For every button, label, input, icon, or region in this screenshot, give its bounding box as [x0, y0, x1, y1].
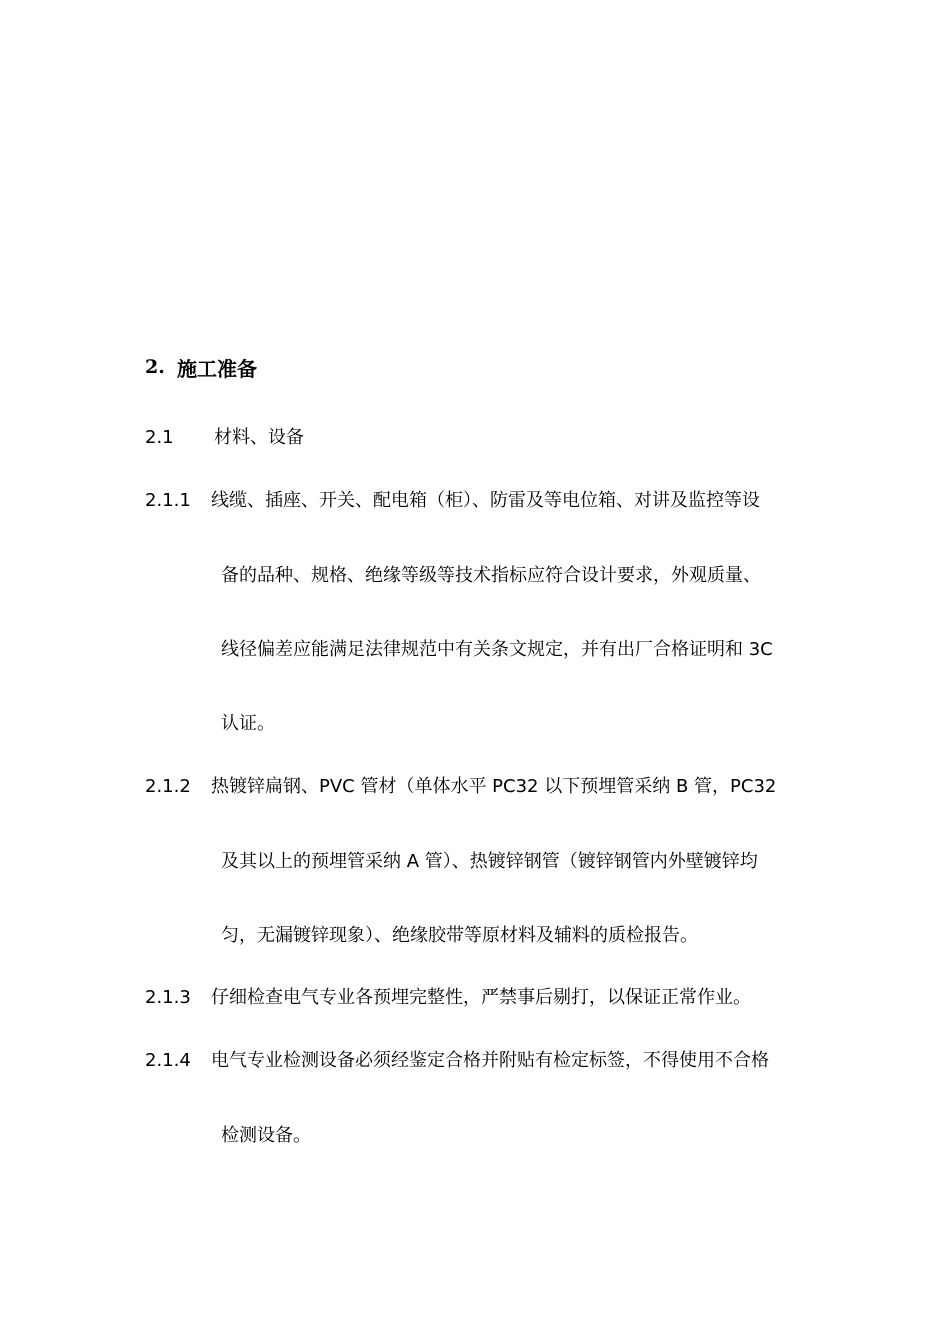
subsection-title: 材料、设备: [214, 427, 304, 448]
item-text-line: 检测设备。: [221, 1125, 311, 1146]
item-text-line: 线径偏差应能满足法律规范中有关条文规定，并有出厂合格证明和 3C: [221, 639, 773, 660]
item-text-line: 认证。: [221, 713, 275, 734]
section-number: 2.: [145, 356, 165, 378]
item-text-line: 热镀锌扁钢、PVC 管材（单体水平 PC32 以下预埋管采纳 B 管，PC32: [211, 776, 777, 797]
item-text-line: 及其以上的预埋管采纳 A 管）、热镀锌钢管（镀锌钢管内外壁镀锌均: [221, 851, 758, 872]
item-number: 2.1.4: [145, 1050, 191, 1071]
item-number: 2.1.3: [145, 987, 191, 1008]
item-number: 2.1.1: [145, 490, 191, 511]
item-number: 2.1.2: [145, 776, 191, 797]
item-text-line: 备的品种、规格、绝缘等级等技术指标应符合设计要求，外观质量、: [221, 565, 761, 586]
section-title: 施工准备: [177, 356, 257, 381]
item-text-line: 线缆、插座、开关、配电箱（柜）、防雷及等电位箱、对讲及监控等设: [211, 490, 760, 511]
item-text-line: 仔细检查电气专业各预埋完整性，严禁事后剔打，以保证正常作业。: [211, 987, 751, 1008]
item-text-line: 匀，无漏镀锌现象）、绝缘胶带等原材料及辅料的质检报告。: [221, 925, 698, 946]
section-heading: [145, 352, 257, 382]
item-text-line: 电气专业检测设备必须经鉴定合格并附贴有检定标签，不得使用不合格: [211, 1050, 769, 1071]
subsection-number: 2.1: [145, 427, 174, 448]
